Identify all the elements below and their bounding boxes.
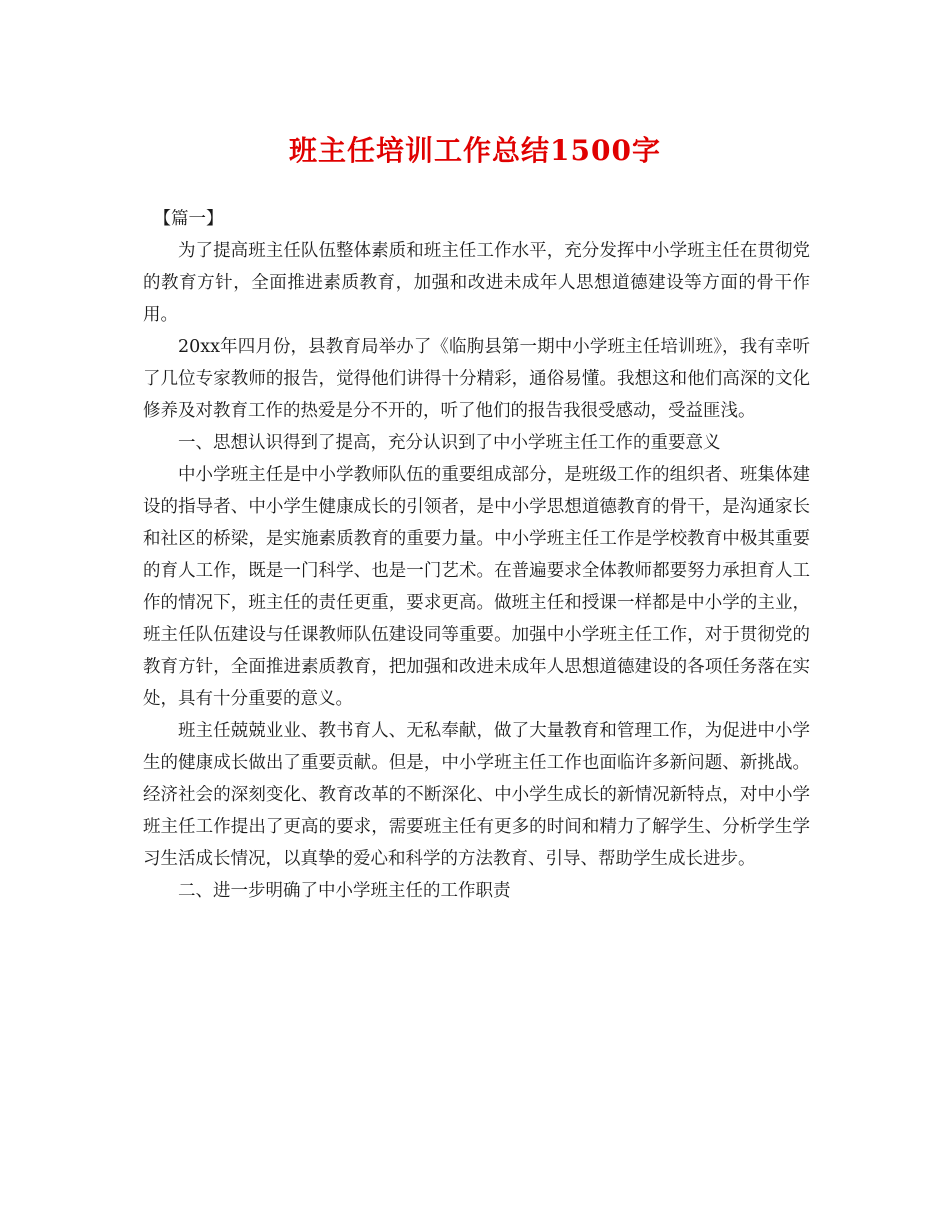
paragraph-intro: 为了提高班主任队伍整体素质和班主任工作水平，充分发挥中小学班主任在贯彻党的教育方针，全面推进素质教育，加强和改进未成年人思想道德建设等方面的骨干作用。: [143, 241, 810, 325]
heading-one: 一、思想认识得到了提高，充分认识到了中小学班主任工作的重要意义: [178, 433, 721, 453]
paragraph-challenges: 班主任兢兢业业、教书育人、无私奉献，做了大量教育和管理工作，为促进中小学生的健康成长做出了重要贡献。但是，中小学班主任工作也面临许多新问题、新挑战。经济社会的深刻变化、教育改革的不断深化、中小学生成长的新情况新特点，对中小学班主任工作提出了更高的要求，需要班主任有更多的时间和精力了解学生、分析学生学习生活成长情况，以真挚的爱心和科学的方法教育、引导、帮助学生成长进步。: [143, 721, 810, 869]
paragraph-importance: 中小学班主任是中小学教师队伍的重要组成部分，是班级工作的组织者、班集体建设的指导者、中小学生健康成长的引领者，是中小学思想道德教育的骨干，是沟通家长和社区的桥梁，是实施素质教育的重要力量。中小学班主任工作是学校教育中极其重要的育人工作，既是一门科学、也是一门艺术。在普遍要求全体教师都要努力承担育人工作的情况下，班主任的责任更重，要求更高。做班主任和授课一样都是中小学的主业，班主任队伍建设与任课教师队伍建设同等重要。加强中小学班主任工作，对于贯彻党的教育方针，全面推进素质教育，把加强和改进未成年人思想道德建设的各项任务落在实处，具有十分重要的意义。: [143, 465, 810, 709]
document-title: 班主任培训工作总结1500字: [289, 134, 661, 167]
paragraph-training: 20xx年四月份，县教育局举办了《临朐县第一期中小学班主任培训班》，我有幸听了几位专家教师的报告，觉得他们讲得十分精彩，通俗易懂。我想这和他们高深的文化修养及对教育工作的热爱是分不开的，听了他们的报告我很受感动，受益匪浅。: [143, 337, 810, 421]
section-label: 【篇一】: [153, 209, 224, 229]
heading-two: 二、进一步明确了中小学班主任的工作职责: [178, 881, 511, 901]
document-body: [143, 203, 810, 907]
